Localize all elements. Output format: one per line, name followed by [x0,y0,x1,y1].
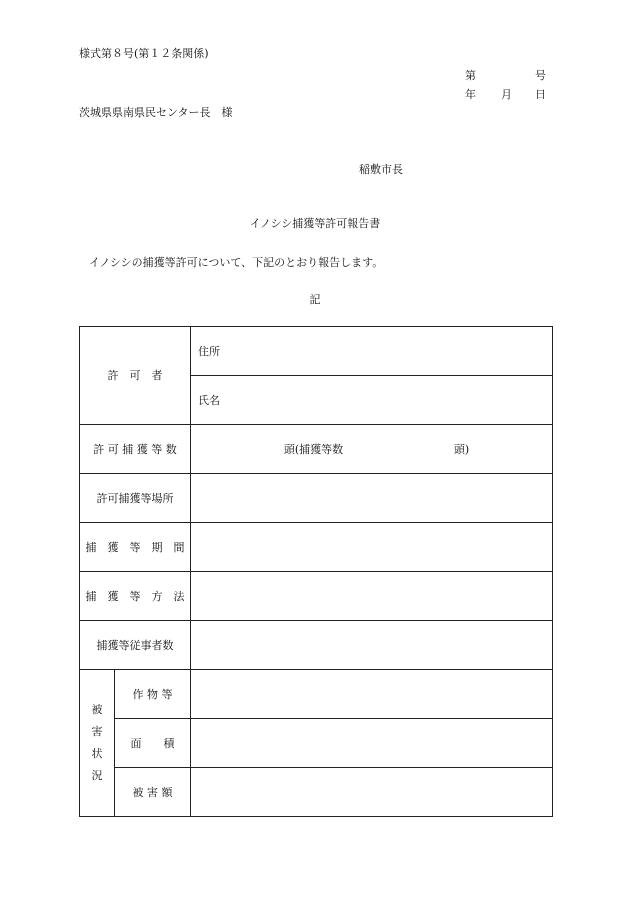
area-label: 面 積 [115,719,191,768]
ki-heading: 記 [309,293,321,306]
body-text: イノシシの捕獲等許可について、下記のとおり報告します。 [89,256,384,269]
row-damage-amount [80,768,553,817]
damage-status-label [80,670,115,817]
doc-number-prefix: 第 [465,69,476,82]
row-method [80,572,553,621]
date-day: 日 [535,88,546,101]
document-title: イノシシ捕獲等許可報告書 [249,217,381,230]
date-year: 年 [465,88,476,101]
addressee: 茨城県県南県民センター長 様 [79,106,233,119]
damage-amount-label: 被 害 額 [115,768,191,817]
workers-value [191,621,553,670]
damage-status-char: 被 [91,703,103,716]
row-location [80,474,553,523]
count-unit: 頭(捕獲等数 [283,442,344,456]
address-label: 住所 [191,327,553,376]
method-label: 捕 獲 等 方 法 [80,572,191,621]
form-number: 様式第８号(第１２条関係) [79,47,209,60]
period-value [191,523,553,572]
period-label: 捕 獲 等 期 間 [80,523,191,572]
crops-label: 作 物 等 [115,670,191,719]
row-area [80,719,553,768]
row-crops [80,670,553,719]
method-value [191,572,553,621]
report-table [79,326,553,817]
permit-count-label: 許 可 捕 獲 等 数 [80,425,191,474]
crops-value [191,670,553,719]
workers-label: 捕獲等従事者数 [80,621,191,670]
sender: 稲敷市長 [359,163,403,176]
count-unit-close: 頭) [453,442,470,456]
location-value [191,474,553,523]
permit-holder-label: 許 可 者 [80,327,191,425]
row-permit-count [80,425,553,474]
row-period [80,523,553,572]
location-label: 許可捕獲等場所 [80,474,191,523]
date-month: 月 [501,88,512,101]
row-address [80,327,553,376]
damage-status-char: 況 [91,769,103,782]
damage-status-char: 状 [91,747,103,760]
name-label: 氏名 [191,376,553,425]
damage-status-char: 害 [91,725,103,738]
row-workers [80,621,553,670]
permit-count-value [191,425,553,474]
damage-amount-value [191,768,553,817]
area-value [191,719,553,768]
doc-number-suffix: 号 [535,69,546,82]
